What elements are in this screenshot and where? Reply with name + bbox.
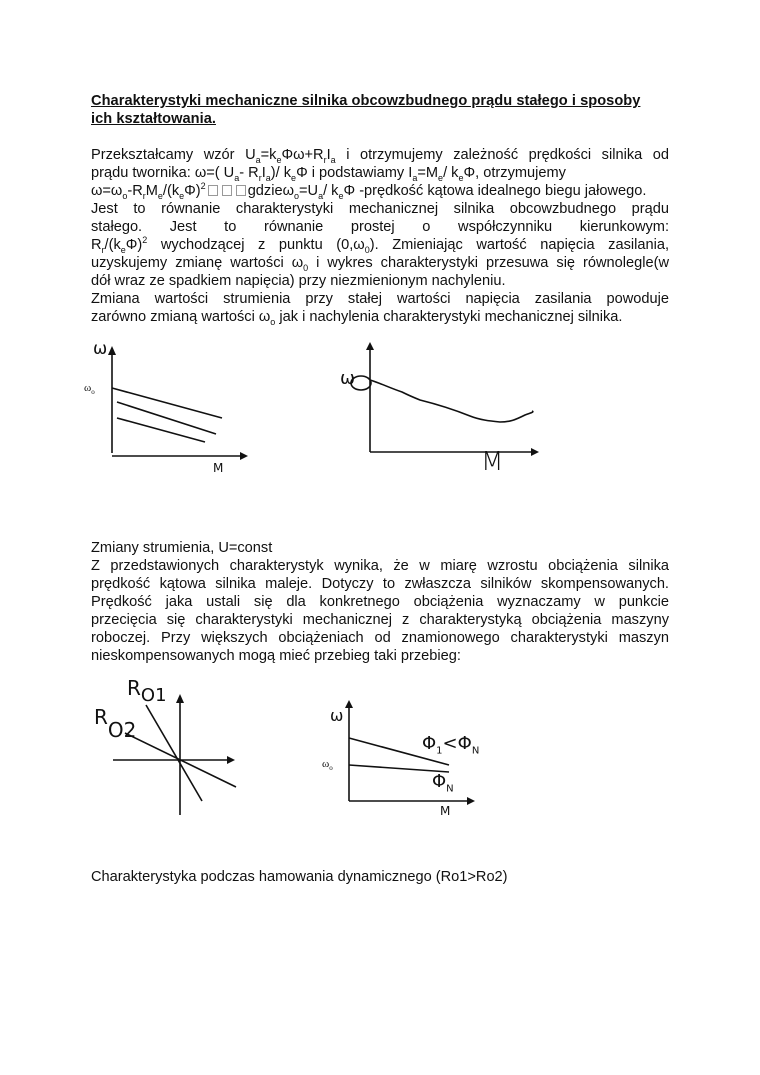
paragraph3-line2: prędkość kątowa silnika maleje. Dotyczy to zwłaszcza silników skompensowanych. — [91, 576, 669, 592]
paragraph1-line2: prądu twornika: ω=( $U_a-$ $R_rI_a)/$ $k_e\Phi$ i podstawiamy $I_a=M_e/$ $k_e\Phi$, otrzymujemy — [91, 165, 566, 183]
paragraph1-line4: Jest to równanie charakterystyki mechanicznej silnika obcowzbudnego prądu — [91, 201, 669, 217]
paragraph2-line1: Zmiana wartości strumienia przy stałej wartości napięcia zasilania powoduje — [91, 291, 669, 307]
paragraph1-line5: stałego. Jest to równanie prostej o współczynniku kierunkowym: — [91, 219, 669, 235]
caption-flux-changes: Zmiany strumienia, U=const — [91, 540, 273, 556]
fig2-y-label: ω — [340, 368, 356, 389]
fig1-x-label: M — [213, 461, 224, 475]
paragraph1-line3: $\omega=\omega_o-R_rM_e/(k_e\Phi)^2$ $gdzie\omega_o=U_a/$ $k_e\Phi$ -prędkość kątowa idealnego biegu jałowego. — [91, 181, 647, 201]
paragraph3-line1: Z przedstawionych charakterystyk wynika, że w miarę wzrostu obciążenia silnika — [91, 558, 669, 574]
fig1-y-label: ω — [93, 339, 108, 359]
title-line-1: Charakterystyki mechaniczne silnika obcowzbudnego prądu stałego i sposoby — [91, 93, 641, 109]
fig4-lower-label: $\Phi_N$ — [432, 771, 454, 795]
paragraph1-line7: uzyskujemy zmianę wartości $\omega_0$ i wykres charakterystyki przesuwa się równolegle(w — [91, 255, 670, 273]
paragraph3-line4: przecięcia się charakterystyki mechanicznej z charakterystyką obciążenia maszyny — [91, 612, 669, 628]
fig1-omega0-tick: $\omega_o$ — [84, 382, 95, 397]
fig3-ro2-label: RO2 — [94, 705, 137, 742]
paragraph3-line5: roboczej. Przy większych obciążeniach od znamionowego charakterystyki maszyn — [91, 630, 669, 646]
fig4-y-label: ω — [330, 706, 344, 725]
caption-dynamic-braking: Charakterystyka podczas hamowania dynamicznego (Ro1>Ro2) — [91, 869, 508, 885]
paragraph3-line6: nieskompensowanych mogą mieć przebieg taki przebieg: — [91, 648, 461, 664]
fig3-ro1-label: RO1 — [127, 676, 167, 706]
paragraph1-line1: Przekształcamy wzór $U_a=k_e\Phi\omega+R_rI_a$ i otrzymujemy zależność prędkości silnika od — [91, 147, 670, 165]
paragraph1-line6: $R_r/(k_e\Phi)^2$ wychodzącej z punktu $(0,\omega_0)$. Zmieniając wartość napięcia zasilania, — [91, 235, 669, 255]
paragraph3-line3: Prędkość jaka ustali się dla konkretnego obciążenia wyznaczamy w punkcie — [91, 594, 669, 610]
paragraph1-line8: dół wraz ze spadkiem napięcia) przy niezmienionym nachyleniu. — [91, 273, 506, 289]
fig4-omega0-tick: $\omega_o$ — [322, 758, 333, 773]
fig4-upper-label: $\Phi_1<\Phi_N$ — [422, 733, 480, 757]
fig4-x-label: M — [440, 804, 451, 818]
paragraph2-line2: zarówno zmianą wartości $\omega_o$ jak i nachylenia charakterystyki mechanicznej silnika. — [91, 309, 623, 327]
fig2-x-label: M — [481, 447, 504, 477]
title-line-2: ich kształtowania. — [91, 111, 216, 127]
